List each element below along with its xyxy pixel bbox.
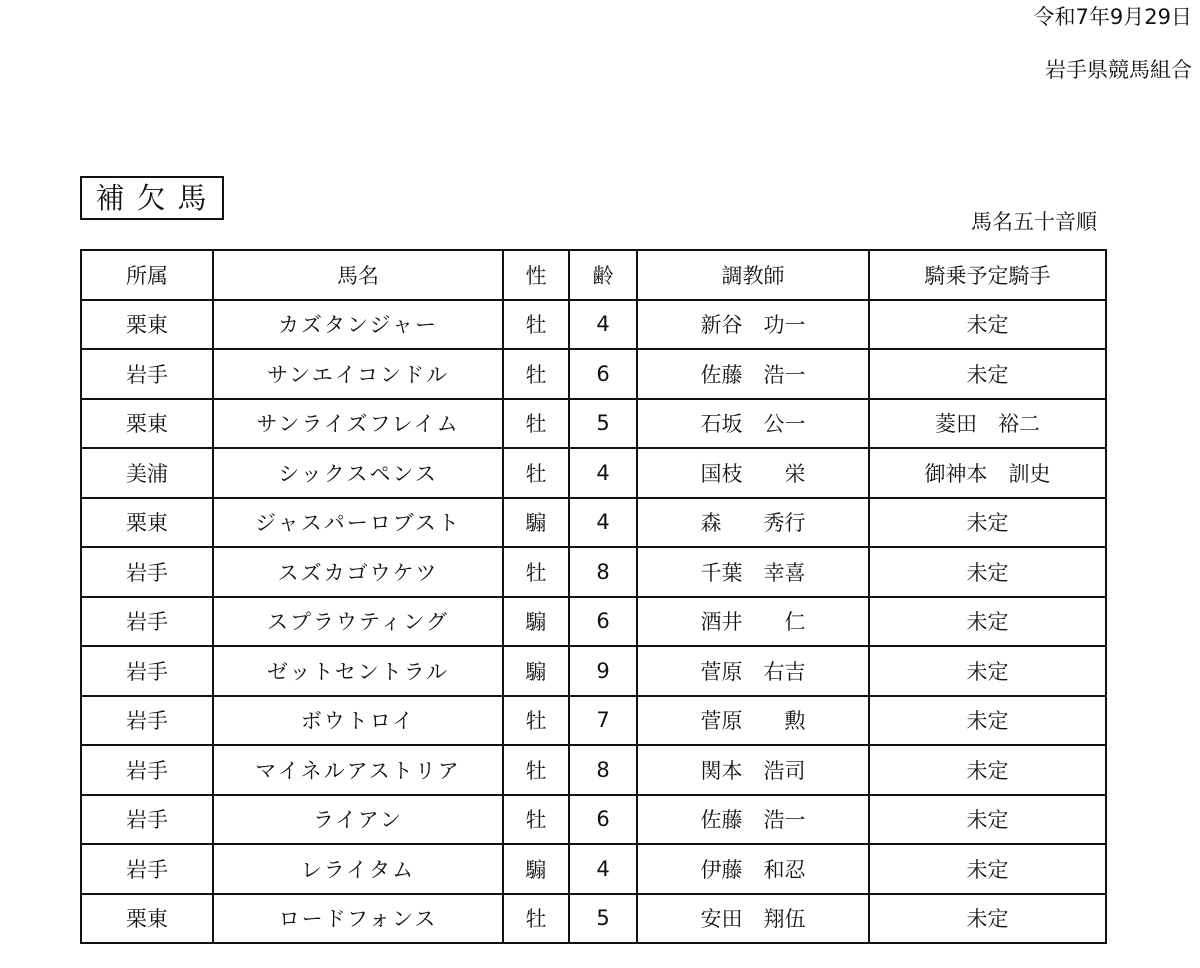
horse-name-cell: サンエイコンドル (213, 349, 503, 399)
column-header-jockey: 騎乗予定騎手 (869, 250, 1106, 300)
horse-name-cell: スズカゴウケツ (213, 547, 503, 597)
sex-cell: 牡 (503, 349, 569, 399)
trainer-cell: 菅原 勲 (637, 696, 869, 746)
table-row (81, 498, 1106, 548)
sex-cell: 牡 (503, 300, 569, 350)
affiliation-cell: 栗東 (81, 300, 213, 350)
trainer-cell: 森 秀行 (637, 498, 869, 548)
age-cell: 4 (569, 844, 637, 894)
table-row (81, 300, 1106, 350)
table-row (81, 597, 1106, 647)
reserve-horse-table (80, 249, 1107, 944)
affiliation-cell: 岩手 (81, 349, 213, 399)
table-row (81, 745, 1106, 795)
age-cell: 6 (569, 795, 637, 845)
affiliation-cell: 美浦 (81, 448, 213, 498)
table-row (81, 448, 1106, 498)
jockey-cell: 未定 (869, 498, 1106, 548)
age-cell: 4 (569, 448, 637, 498)
affiliation-cell: 岩手 (81, 844, 213, 894)
horse-name-cell: ボウトロイ (213, 696, 503, 746)
trainer-cell: 新谷 功一 (637, 300, 869, 350)
column-header-trainer: 調教師 (637, 250, 869, 300)
horse-name-cell: レライタム (213, 844, 503, 894)
sex-cell: 牡 (503, 696, 569, 746)
age-cell: 6 (569, 349, 637, 399)
age-cell: 6 (569, 597, 637, 647)
table-row (81, 349, 1106, 399)
sex-cell: 牡 (503, 745, 569, 795)
trainer-cell: 伊藤 和忍 (637, 844, 869, 894)
age-cell: 8 (569, 547, 637, 597)
age-cell: 4 (569, 300, 637, 350)
sex-cell: 牡 (503, 547, 569, 597)
affiliation-cell: 栗東 (81, 498, 213, 548)
sex-cell: 騸 (503, 844, 569, 894)
column-header-age: 齢 (569, 250, 637, 300)
table-row (81, 399, 1106, 449)
jockey-cell: 未定 (869, 349, 1106, 399)
trainer-cell: 安田 翔伍 (637, 894, 869, 944)
sex-cell: 騸 (503, 498, 569, 548)
jockey-cell: 未定 (869, 844, 1106, 894)
horse-name-cell: ジャスパーロブスト (213, 498, 503, 548)
jockey-cell: 未定 (869, 547, 1106, 597)
age-cell: 5 (569, 399, 637, 449)
affiliation-cell: 岩手 (81, 795, 213, 845)
affiliation-cell: 岩手 (81, 597, 213, 647)
sort-order-note: 馬名五十音順 (971, 210, 1097, 234)
table-row (81, 646, 1106, 696)
trainer-cell: 千葉 幸喜 (637, 547, 869, 597)
affiliation-cell: 岩手 (81, 696, 213, 746)
affiliation-cell: 栗東 (81, 894, 213, 944)
table-header-row (81, 250, 1106, 300)
jockey-cell: 未定 (869, 646, 1106, 696)
table-row (81, 547, 1106, 597)
age-cell: 8 (569, 745, 637, 795)
horse-name-cell: ゼットセントラル (213, 646, 503, 696)
affiliation-cell: 岩手 (81, 547, 213, 597)
age-cell: 4 (569, 498, 637, 548)
horse-name-cell: ライアン (213, 795, 503, 845)
trainer-cell: 佐藤 浩一 (637, 795, 869, 845)
trainer-cell: 石坂 公一 (637, 399, 869, 449)
horse-name-cell: カズタンジャー (213, 300, 503, 350)
sex-cell: 牡 (503, 448, 569, 498)
age-cell: 9 (569, 646, 637, 696)
document-date: 令和7年9月29日 (1033, 5, 1192, 29)
horse-name-cell: マイネルアストリア (213, 745, 503, 795)
jockey-cell: 未定 (869, 795, 1106, 845)
sex-cell: 牡 (503, 795, 569, 845)
affiliation-cell: 栗東 (81, 399, 213, 449)
trainer-cell: 関本 浩司 (637, 745, 869, 795)
trainer-cell: 菅原 右吉 (637, 646, 869, 696)
jockey-cell: 菱田 裕二 (869, 399, 1106, 449)
horse-name-cell: シックスペンス (213, 448, 503, 498)
sex-cell: 牡 (503, 894, 569, 944)
trainer-cell: 酒井 仁 (637, 597, 869, 647)
jockey-cell: 未定 (869, 745, 1106, 795)
table-row (81, 894, 1106, 944)
affiliation-cell: 岩手 (81, 745, 213, 795)
table-row (81, 844, 1106, 894)
sex-cell: 牡 (503, 399, 569, 449)
table-body (81, 300, 1106, 944)
jockey-cell: 御神本 訓史 (869, 448, 1106, 498)
affiliation-cell: 岩手 (81, 646, 213, 696)
sex-cell: 騸 (503, 597, 569, 647)
table-row (81, 795, 1106, 845)
column-header-horse-name: 馬名 (213, 250, 503, 300)
table-row (81, 696, 1106, 746)
horse-name-cell: サンライズフレイム (213, 399, 503, 449)
age-cell: 7 (569, 696, 637, 746)
jockey-cell: 未定 (869, 597, 1106, 647)
organization-name: 岩手県競馬組合 (1045, 58, 1192, 82)
horse-name-cell: ロードフォンス (213, 894, 503, 944)
page-title: 補欠馬 (80, 176, 224, 220)
jockey-cell: 未定 (869, 696, 1106, 746)
column-header-sex: 性 (503, 250, 569, 300)
trainer-cell: 国枝 栄 (637, 448, 869, 498)
age-cell: 5 (569, 894, 637, 944)
sex-cell: 騸 (503, 646, 569, 696)
jockey-cell: 未定 (869, 300, 1106, 350)
horse-name-cell: スプラウティング (213, 597, 503, 647)
column-header-affiliation: 所属 (81, 250, 213, 300)
jockey-cell: 未定 (869, 894, 1106, 944)
trainer-cell: 佐藤 浩一 (637, 349, 869, 399)
